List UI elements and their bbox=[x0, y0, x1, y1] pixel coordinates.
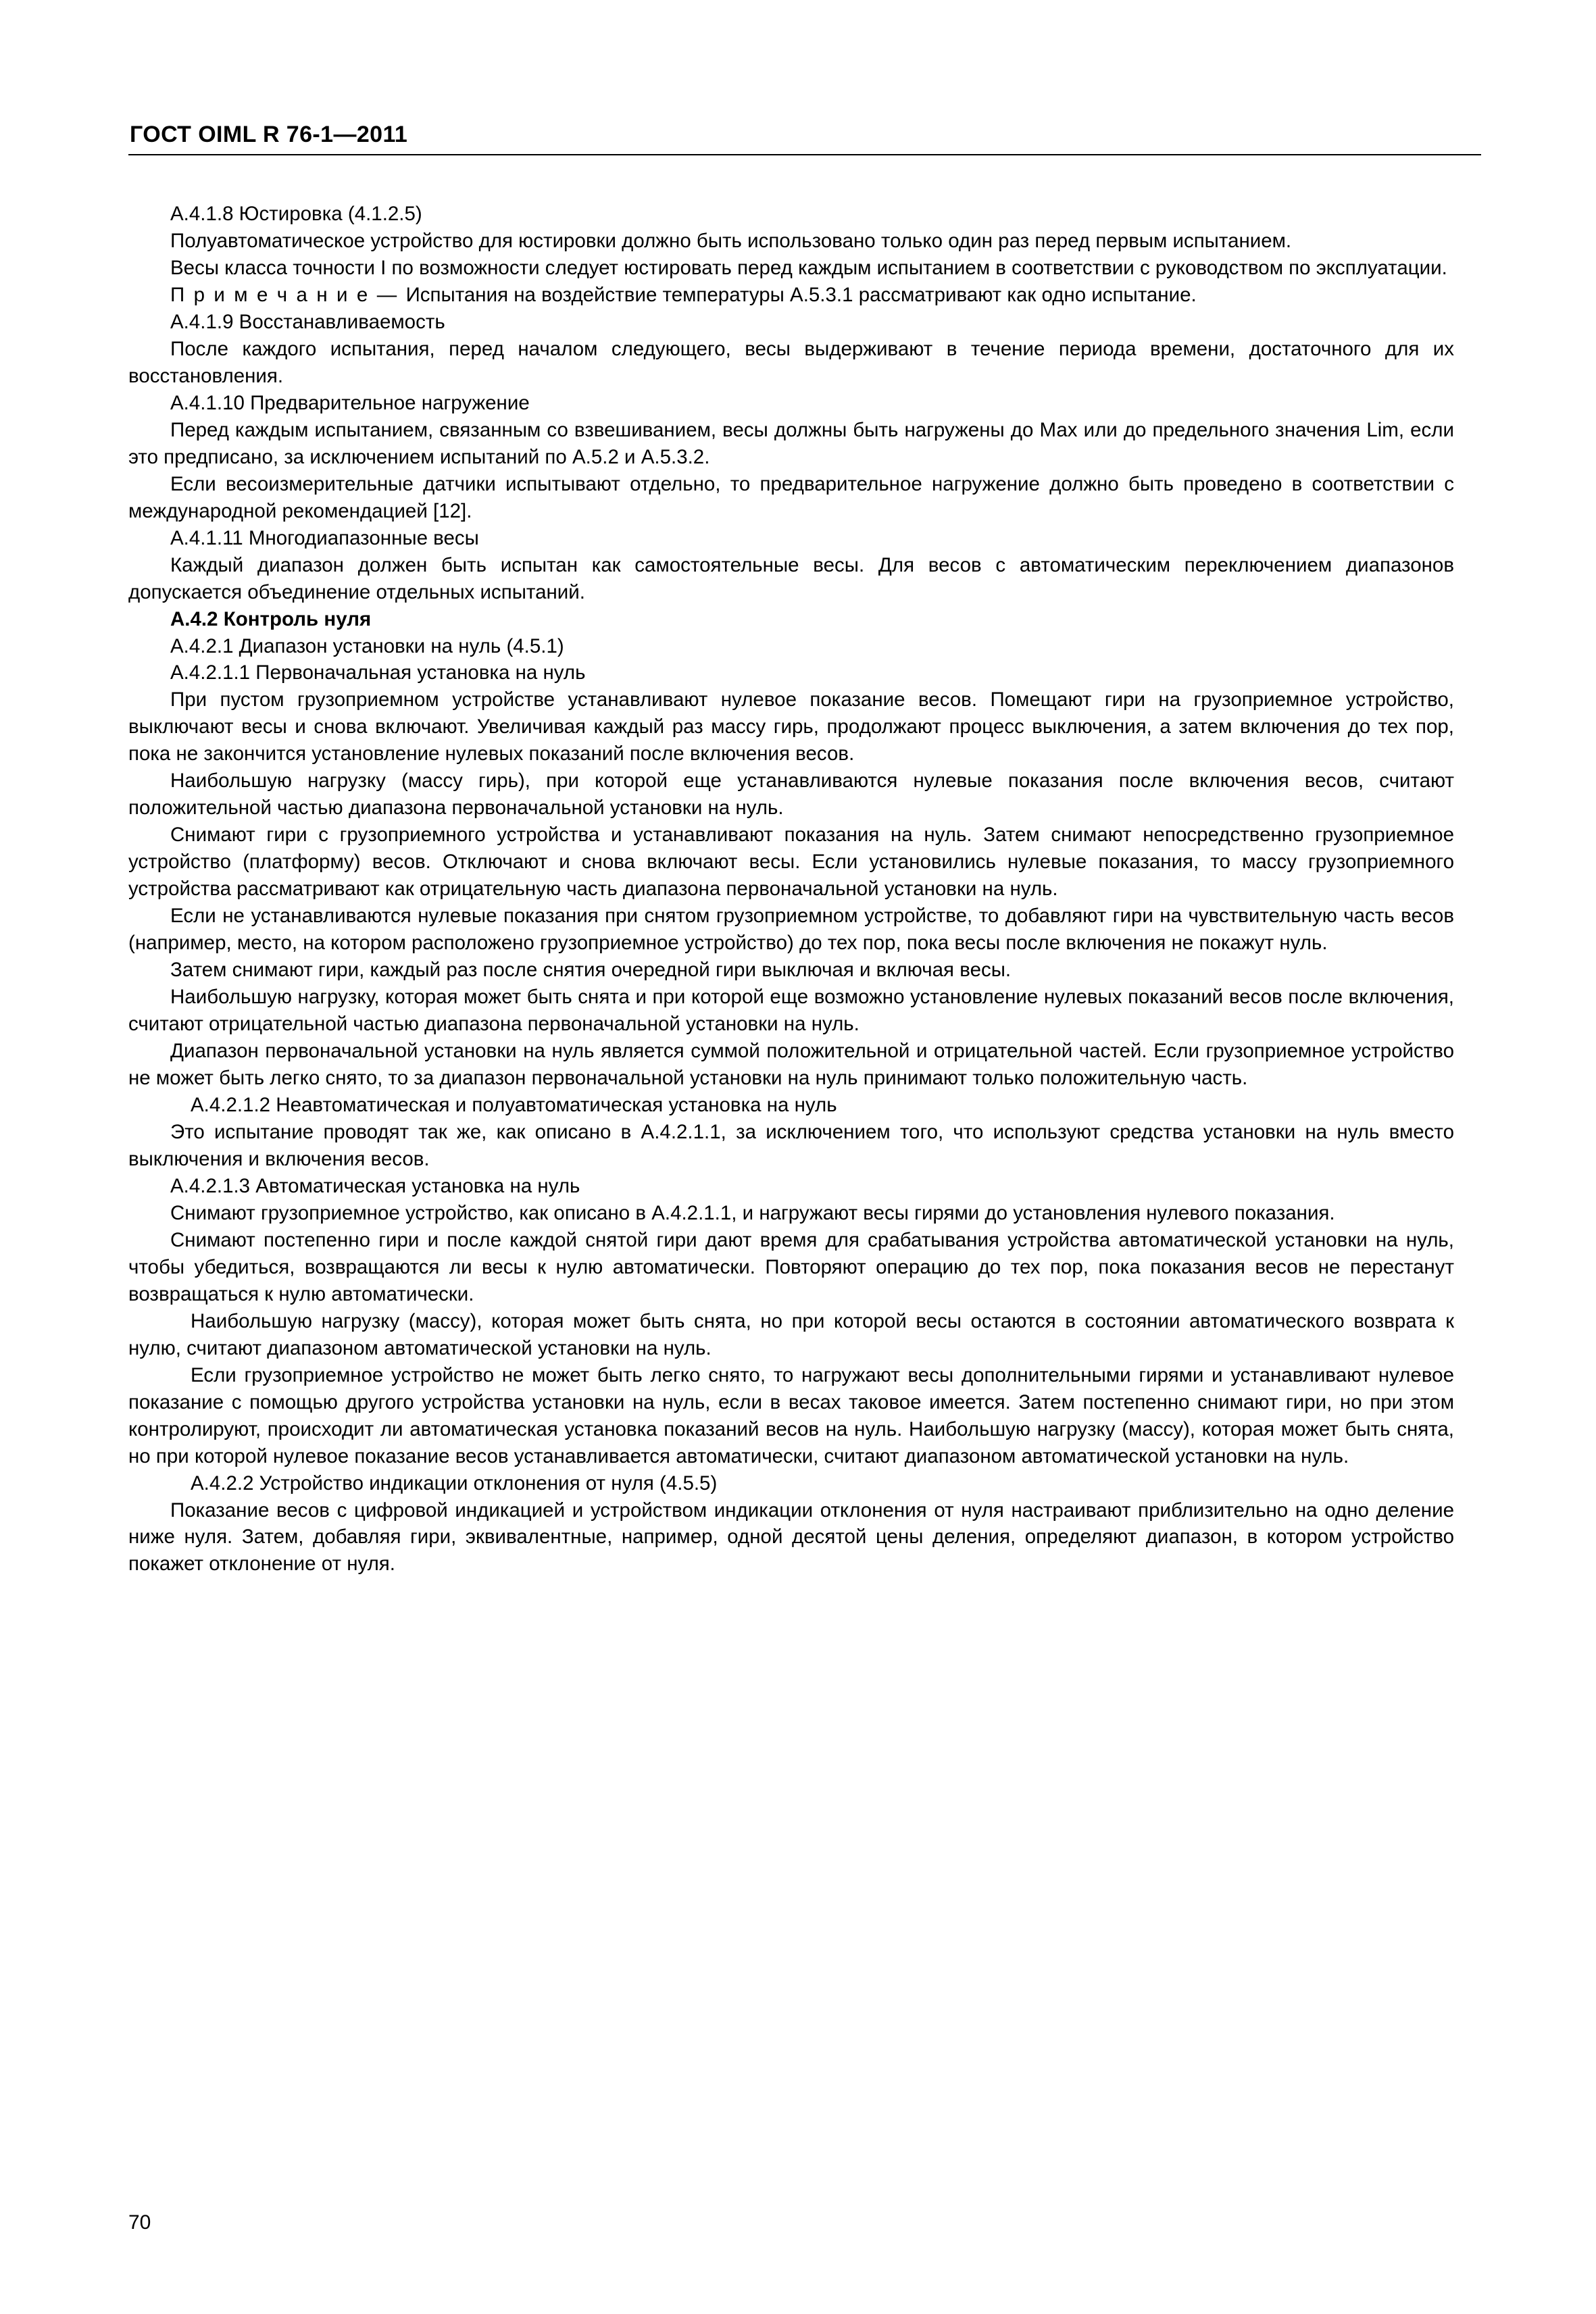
paragraph: Наибольшую нагрузку, которая может быть снята и при которой еще возможно установление нулевых показаний весов после включения, считают отрицательной частью диапазона первоначальной установки на нуль. bbox=[128, 986, 1454, 1036]
paragraph: После каждого испытания, перед началом следующего, весы выдерживают в течение периода времени, достаточного для их восстановления. bbox=[128, 337, 1454, 387]
paragraph: А.4.1.11 Многодиапазонные весы bbox=[170, 526, 479, 549]
page-header: ГОСТ OIML R 76-1—2011 bbox=[130, 122, 408, 147]
paragraph: А.4.2.2 Устройство индикации отклонения от нуля (4.5.5) bbox=[191, 1472, 718, 1494]
paragraph: Если не устанавливаются нулевые показания при снятом грузоприемном устройстве, то добавляют гири на чувствительную часть весов (например, место, на котором расположено грузоприемное устройство) до тех пор, пока весы после включения не покажут нуль. bbox=[128, 905, 1454, 955]
paragraph: Наибольшую нагрузку (массу гирь), при которой еще устанавливаются нулевые показания после включения весов, считают положительной частью диапазона первоначальной установки на нуль. bbox=[128, 770, 1454, 820]
paragraph: А.4.1.9 Восстанавливаемость bbox=[170, 310, 445, 333]
paragraph: А.4.1.10 Предварительное нагружение bbox=[170, 391, 530, 414]
paragraph: Каждый диапазон должен быть испытан как самостоятельные весы. Для весов с автоматическим переключением диапазонов допускается объединение отдельных испытаний. bbox=[128, 553, 1454, 603]
paragraph: Перед каждым испытанием, связанным со взвешиванием, весы должны быть нагружены до Мах или до предельного значения Lim, если это предписано, за исключением испытаний по А.5.2 и А.5.3.2. bbox=[128, 418, 1454, 468]
paragraph: Полуавтоматическое устройство для юстировки должно быть использовано только один раз перед первым испытанием. bbox=[170, 229, 1292, 252]
note-label: П р и м е ч а н и е — bbox=[170, 283, 406, 306]
paragraph: Затем снимают гири, каждый раз после снятия очередной гири выключая и включая весы. bbox=[170, 959, 1012, 982]
header-divider bbox=[128, 154, 1481, 155]
paragraph: А.4.2.1.2 Неавтоматическая и полуавтоматическая установка на нуль bbox=[191, 1093, 837, 1116]
paragraph: При пустом грузоприемном устройстве устанавливают нулевое показание весов. Помещают гири на грузоприемное устройство, выключают весы и снова включают. Увеличивая каждый раз массу гирь, продолжают процесс выключения, а затем включения до тех пор, пока не закончится установление нулевых показаний после включения весов. bbox=[128, 688, 1454, 765]
page-number: 70 bbox=[128, 2211, 151, 2234]
document-body bbox=[128, 201, 1454, 1578]
paragraph: А.4.2.1 Диапазон установки на нуль (4.5.1) bbox=[170, 634, 564, 657]
paragraph: Снимают гири с грузоприемного устройства и устанавливают показания на нуль. Затем снимают непосредственно грузоприемное устройство (платформу) весов. Отключают и снова включают весы. Если установились нулевые показания, то массу грузоприемного устройства рассматривают как отрицательную часть диапазона первоначальной установки на нуль. bbox=[128, 824, 1454, 901]
paragraph: Если грузоприемное устройство не может быть легко снято, то нагружают весы дополнительными гирями и устанавливают нулевое показание с помощью другого устройства установки на нуль, если в весах таковое имеется. Затем постепенно снимают гири, но при этом контролируют, происходит ли автоматическая установка показаний весов на нуль. Наибольшую нагрузку (массу), которая может быть снята, но при которой нулевое показание весов устанавливается автоматически, считают диапазоном автоматической установки на нуль. bbox=[128, 1363, 1454, 1467]
paragraph: Диапазон первоначальной установки на нуль является суммой положительной и отрицательной частей. Если грузоприемное устройство не может быть легко снято, то за диапазон первоначальной установки на нуль принимают только положительную часть. bbox=[128, 1040, 1454, 1089]
paragraph: Снимают грузоприемное устройство, как описано в А.4.2.1.1, и нагружают весы гирями до установления нулевого показания. bbox=[170, 1201, 1335, 1224]
paragraph: Показание весов с цифровой индикацией и устройством индикации отклонения от нуля настраивают приблизительно на одно деление ниже нуля. Затем, добавляя гири, эквивалентные, например, одной десятой цены деления, определяют диапазон, в котором устройство покажет отклонение от нуля. bbox=[128, 1499, 1454, 1576]
paragraph: А.4.2 Контроль нуля bbox=[170, 607, 372, 630]
note-text: Испытания на воздействие температуры А.5.3.1 рассматривают как одно испытание. bbox=[405, 283, 1197, 306]
paragraph: Снимают постепенно гири и после каждой снятой гири дают время для срабатывания устройства автоматической установки на нуль, чтобы убедиться, возвращаются ли весы к нулю автоматически. Повторяют операцию до тех пор, пока показания весов не перестанут возвращаться к нулю автоматически. bbox=[128, 1228, 1454, 1305]
paragraph: Весы класса точности I по возможности следует юстировать перед каждым испытанием в соответствии с руководством по эксплуатации. bbox=[170, 256, 1447, 279]
paragraph: А.4.2.1.3 Автоматическая установка на нуль bbox=[170, 1174, 580, 1197]
paragraph bbox=[128, 282, 1454, 309]
paragraph: А.4.1.8 Юстировка (4.1.2.5) bbox=[170, 203, 422, 225]
paragraph: Если весоизмерительные датчики испытывают отдельно, то предварительное нагружение должно быть проведено в соответствии с международной рекомендацией [12]. bbox=[128, 472, 1454, 522]
paragraph: А.4.2.1.1 Первоначальная установка на нуль bbox=[170, 661, 586, 684]
paragraph: Это испытание проводят так же, как описано в А.4.2.1.1, за исключением того, что используют средства установки на нуль вместо выключения и включения весов. bbox=[128, 1120, 1454, 1170]
paragraph: Наибольшую нагрузку (массу), которая может быть снята, но при которой весы остаются в состоянии автоматического возврата к нулю, считают диапазоном автоматической установки на нуль. bbox=[128, 1309, 1454, 1359]
